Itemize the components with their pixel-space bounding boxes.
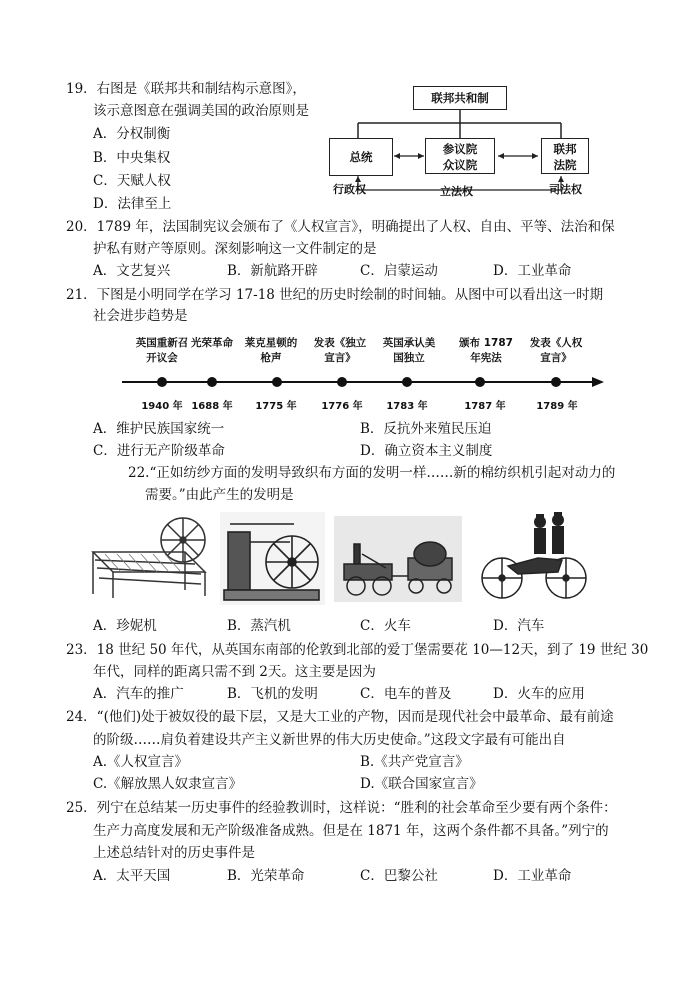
q21-option-b[interactable]: B．反抗外来殖民压迫 (360, 421, 492, 437)
timeline-year-5: 1783 年 (386, 401, 428, 412)
q23-stem-line1: 23．18 世纪 50 年代，从英国东南部的伦敦到北部的爱丁堡需要花 10—12天，到了 19 世纪 30 (66, 642, 649, 658)
q19-stem-line2: 该示意图意在强调美国的政治原则是 (93, 103, 309, 119)
q24-option-c[interactable]: C.《解放黑人奴隶宣言》 (93, 776, 243, 792)
diagram-judicial-box (541, 138, 589, 174)
q21-option-a[interactable]: A．维护民族国家统一 (93, 421, 225, 437)
diagram-court-1: 联邦 (553, 142, 577, 156)
diagram-legislative-box (425, 138, 495, 174)
timeline-year-4: 1776 年 (321, 401, 363, 412)
q24-stem-line1: 24．“(他们)处于被奴役的最下层，又是大工业的产物，因而是现代社会中最革命、最有前途 (66, 709, 614, 725)
timeline-event-3: 莱克星顿的枪声 (244, 337, 298, 364)
diagram-label-legislative: 立法权 (440, 185, 473, 198)
q20-stem-line2: 护私有财产等原则。深刻影响这一文件制定的是 (93, 241, 377, 257)
q25-stem-line1: 25．列宁在总结某一历史事件的经验教训时，这样说：“胜利的社会革命至少要有两个条件： (66, 800, 617, 816)
q19-option-a[interactable]: A．分权制衡 (93, 126, 171, 142)
q22-option-b[interactable]: B．蒸汽机 (227, 618, 291, 634)
q21-option-c[interactable]: C．进行无产阶级革命 (93, 443, 225, 459)
diagram-label-executive: 行政权 (333, 183, 366, 196)
timeline-event-7: 发表《人权宣言》 (529, 337, 583, 364)
q22-stem-line1: 22.“正如纺纱方面的发明导致织布方面的发明一样……新的棉纺织机引起对动力的 (128, 465, 616, 481)
timeline-dot-3 (272, 377, 282, 387)
diagram-executive-box: 总统 (329, 138, 393, 176)
q21-stem-line2: 社会进步趋势是 (93, 308, 188, 324)
timeline-dot-7 (551, 377, 561, 387)
timeline-year-2: 1688 年 (191, 401, 233, 412)
q23-option-c[interactable]: C．电车的普及 (360, 686, 452, 702)
q21-stem-line1: 21．下图是小明同学在学习 17-18 世纪的历史时绘制的时间轴。从图中可以看出这一时期 (66, 287, 604, 303)
timeline-dot-2 (207, 377, 217, 387)
q25-stem-line3: 上述总结针对的历史事件是 (93, 845, 255, 861)
diagram-label-judicial: 司法权 (549, 183, 582, 196)
diagram-senate: 参议院 (442, 142, 478, 156)
timeline-year-7: 1789 年 (536, 401, 578, 412)
timeline-dot-1 (157, 377, 167, 387)
q22-option-c[interactable]: C．火车 (360, 618, 411, 634)
spinning-jenny-image (85, 512, 215, 602)
timeline-year-3: 1775 年 (255, 401, 297, 412)
q23-option-d[interactable]: D．火车的应用 (493, 686, 585, 702)
q20-option-b[interactable]: B．新航路开辟 (227, 263, 318, 279)
q25-option-a[interactable]: A．太平天国 (93, 868, 171, 884)
q19-stem-line1: 19．右图是《联邦共和制结构示意图》， (66, 81, 306, 97)
diagram-house: 众议院 (442, 158, 478, 172)
q22-option-d[interactable]: D．汽车 (493, 618, 545, 634)
q19-option-c[interactable]: C．天赋人权 (93, 173, 171, 189)
timeline-event-4: 发表《独立宣言》 (313, 337, 367, 364)
timeline-axis (120, 375, 605, 389)
q25-option-c[interactable]: C．巴黎公社 (360, 868, 438, 884)
timeline-event-5: 英国承认美国独立 (382, 337, 436, 364)
diagram-court-2: 法院 (553, 158, 577, 172)
q23-option-a[interactable]: A．汽车的推广 (93, 686, 184, 702)
q24-stem-line2: 的阶级……肩负着建设共产主义新世界的伟大历史使命。”这段文字最有可能出自 (93, 732, 566, 748)
diagram-top-box: 联邦共和制 (413, 86, 507, 110)
q24-option-d[interactable]: D.《联合国家宣言》 (360, 776, 483, 792)
q19-option-b[interactable]: B．中央集权 (93, 150, 171, 166)
q25-option-b[interactable]: B．光荣革命 (227, 868, 305, 884)
q22-option-a[interactable]: A．珍妮机 (93, 618, 157, 634)
steam-engine-image (220, 512, 325, 605)
q20-option-d[interactable]: D．工业革命 (493, 263, 572, 279)
timeline-dot-4 (337, 377, 347, 387)
q23-stem-line2: 年代，同样的距离只需不到 2天。这主要是因为 (93, 664, 376, 680)
q25-stem-line2: 生产力高度发展和无产阶级准备成熟。但是在 1871 年，这两个条件都不具备。”列宁的 (93, 823, 609, 839)
q20-option-a[interactable]: A．文艺复兴 (93, 263, 171, 279)
timeline-dot-6 (475, 377, 485, 387)
timeline-year-6: 1787 年 (464, 401, 506, 412)
timeline-event-6: 颁布 1787 年宪法 (459, 337, 513, 364)
q21-option-d[interactable]: D．确立资本主义制度 (360, 443, 493, 459)
timeline-event-2: 光荣革命 (191, 337, 233, 349)
q24-option-b[interactable]: B.《共产党宣言》 (360, 754, 469, 770)
automobile-image (478, 508, 588, 604)
q20-stem-line1: 20．1789 年，法国制宪议会颁布了《人权宣言》，明确提出了人权、自由、平等、法治和保 (66, 219, 615, 235)
locomotive-image (334, 516, 462, 602)
timeline-year-1: 1940 年 (141, 401, 183, 412)
timeline-event-1: 英国重新召开议会 (135, 337, 189, 364)
timeline-dot-5 (402, 377, 412, 387)
q22-stem-line2: 需要。”由此产生的发明是 (145, 487, 294, 503)
q23-option-b[interactable]: B．飞机的发明 (227, 686, 318, 702)
q25-option-d[interactable]: D．工业革命 (493, 868, 572, 884)
q19-option-d[interactable]: D．法律至上 (93, 196, 172, 212)
q24-option-a[interactable]: A.《人权宣言》 (93, 754, 189, 770)
q20-option-c[interactable]: C．启蒙运动 (360, 263, 438, 279)
